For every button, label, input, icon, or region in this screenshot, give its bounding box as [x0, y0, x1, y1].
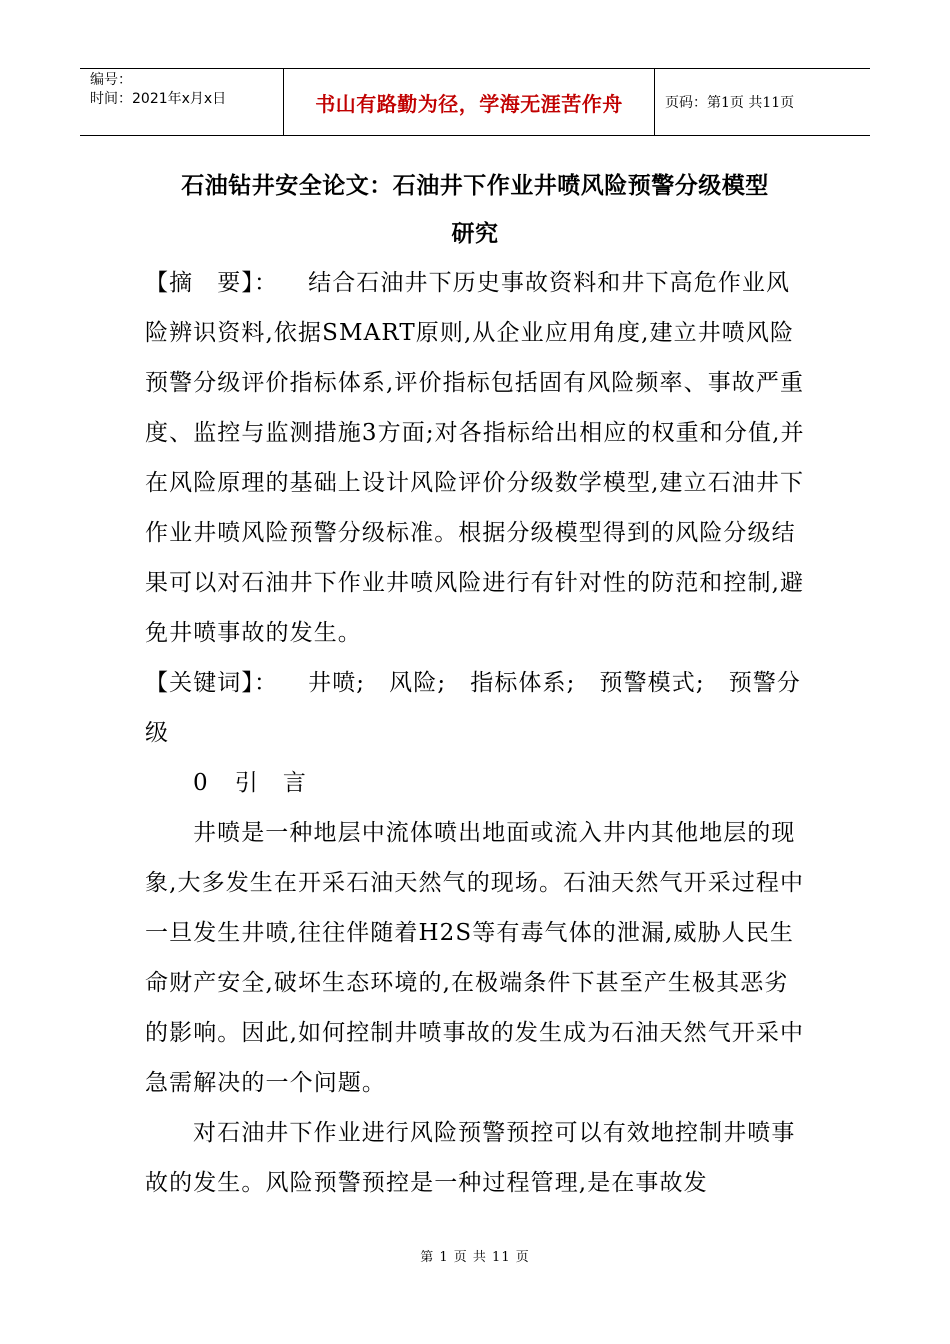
- abstract-label: 【摘 要】：: [145, 270, 279, 296]
- keyword-item: 指标体系;: [470, 670, 576, 696]
- paragraph: 井喷是一种地层中流体喷出地面或流入井内其他地层的现象,大多发生在开采石油天然气的现场。石油天然气开采过程中一旦发生井喷,往往伴随着H2S等有毒气体的泄漏,威胁人民生命财产安全,破坏生态环境的,在极端条件下甚至产生极其恶劣的影响。因此,如何控制井喷事故的发生成为石油天然气开采中急需解决的一个问题。: [145, 820, 805, 1096]
- number-label: 编号：: [90, 72, 132, 88]
- keyword-item: 井喷;: [308, 670, 366, 696]
- header-page-info: 页码：第1页 共11页: [665, 95, 795, 111]
- section-title: 引 言: [234, 770, 308, 796]
- section-heading: [145, 758, 810, 808]
- title-line-1: 石油钻井安全论文：石油井下作业井喷风险预警分级模型: [181, 172, 769, 199]
- document-body: [145, 258, 810, 1208]
- keyword-item: 风险;: [389, 670, 447, 696]
- title-line-2: 研究: [451, 220, 499, 247]
- document-header: [80, 68, 870, 136]
- keywords: [145, 658, 810, 758]
- abstract: [145, 258, 810, 658]
- time-label: 时间：2021年x月x日: [90, 91, 227, 107]
- paragraph: 对石油井下作业进行风险预警预控可以有效地控制井喷事故的发生。风险预警预控是一种过程管理,是在事故发: [145, 1120, 796, 1196]
- page-footer: 第 1 页 共 11 页: [420, 1250, 530, 1265]
- header-meta: [80, 69, 283, 135]
- keyword-item: 预警分级: [145, 670, 802, 746]
- header-motto: 书山有路勤为径，学海无涯苦作舟: [283, 69, 655, 135]
- keyword-item: 预警模式;: [599, 670, 705, 696]
- keywords-label: 【关键词】：: [145, 670, 279, 696]
- abstract-text: 结合石油井下历史事故资料和井下高危作业风险辨识资料,依据SMART原则,从企业应用角度,建立井喷风险预警分级评价指标体系,评价指标包括固有风险频率、事故严重度、监控与监测措施3方面;对各指标给出相应的权重和分值,并在风险原理的基础上设计风险评价分级数学模型,建立石油井下作业井喷风险预警分级标准。根据分级模型得到的风险分级结果可以对石油井下作业井喷风险进行有针对性的防范和控制,避免井喷事故的发生。: [145, 270, 805, 646]
- section-number: 0: [193, 770, 209, 796]
- document-title: [130, 162, 820, 258]
